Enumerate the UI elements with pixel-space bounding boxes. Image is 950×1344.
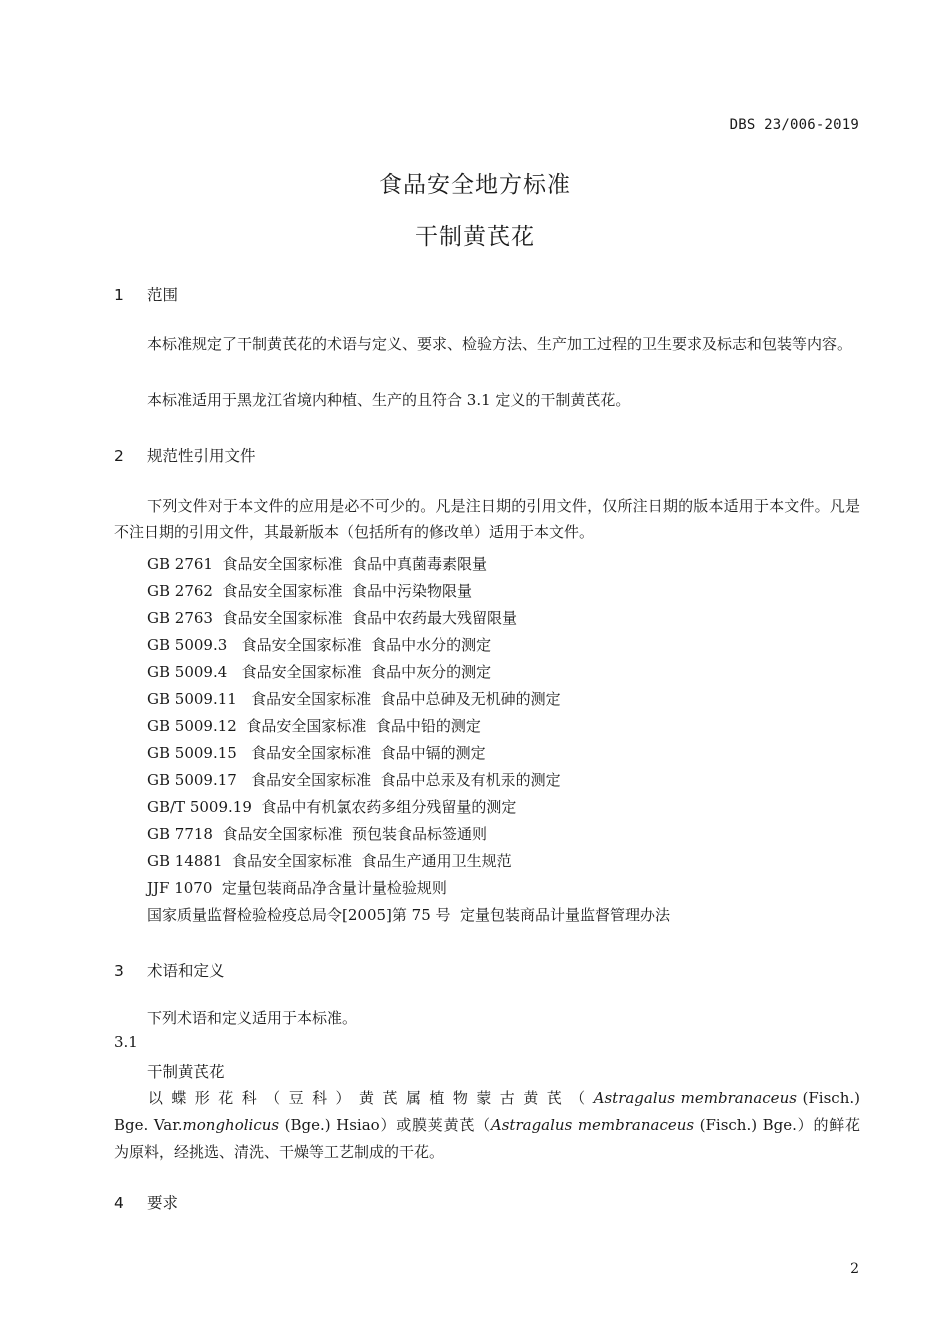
- subsection-number: 3.1: [114, 1033, 138, 1051]
- section-1-paragraph-2: [114, 387, 860, 413]
- term-name: 干制黄芪花: [147, 1063, 225, 1081]
- latin-name: mongholicus: [182, 1116, 280, 1134]
- reference-item: JJF 1070 定量包装商品净含量计量检验规则: [147, 879, 447, 897]
- reference-item: GB 5009.3 食品安全国家标准 食品中水分的测定: [147, 636, 492, 654]
- section-title: 规范性引用文件: [147, 447, 256, 465]
- reference-item: GB 2763 食品安全国家标准 食品中农药最大残留限量: [147, 609, 518, 627]
- reference-item: GB 5009.12 食品安全国家标准 食品中铅的测定: [147, 717, 481, 735]
- section-1-heading: [114, 283, 178, 305]
- latin-name: Astragalus membranaceus: [490, 1116, 695, 1134]
- section-4-heading: [114, 1191, 178, 1213]
- paragraph-text: 下列文件对于本文件的应用是必不可少的。凡是注日期的引用文件，仅所注日期的版本适用于本文件。凡是不注日期的引用文件，其最新版本（包括所有的修改单）适用于本文件。: [114, 497, 860, 541]
- reference-item: GB 7718 食品安全国家标准 预包装食品标签通则: [147, 825, 488, 843]
- section-3-heading: [114, 959, 225, 981]
- latin-name: Astragalus membranaceus: [593, 1089, 797, 1107]
- section-1-paragraph-1: [114, 331, 860, 357]
- reference-item: GB 5009.17 食品安全国家标准 食品中总汞及有机汞的测定: [147, 771, 561, 789]
- document-subtitle: 干制黄芪花: [415, 224, 535, 250]
- term-definition: [114, 1085, 860, 1166]
- section-title: 要求: [147, 1194, 179, 1212]
- document-title: 食品安全地方标准: [379, 172, 571, 198]
- section-title: 术语和定义: [147, 962, 225, 980]
- definition-text: 以蝶形花科（豆科）黄芪属植物蒙古黄芪（: [147, 1089, 594, 1107]
- definition-text: (Fisch.) Bge.）的鲜花为原料，经挑选、清洗、干燥等工艺制成的干花。: [114, 1116, 860, 1161]
- standard-code: DBS 23/006-2019: [729, 117, 859, 133]
- reference-item: GB 2761 食品安全国家标准 食品中真菌毒素限量: [147, 555, 488, 573]
- reference-item: 国家质量监督检验检疫总局令[2005]第 75 号 定量包装商品计量监督管理办法: [147, 906, 671, 924]
- reference-item: GB 5009.4 食品安全国家标准 食品中灰分的测定: [147, 663, 492, 681]
- reference-item: GB 5009.15 食品安全国家标准 食品中镉的测定: [147, 744, 486, 762]
- page-number: 2: [850, 1261, 859, 1277]
- section-number: 4: [114, 1194, 124, 1212]
- section-2-heading: [114, 444, 256, 466]
- paragraph-text: 本标准规定了干制黄芪花的术语与定义、要求、检验方法、生产加工过程的卫生要求及标志和包装等内容。: [147, 335, 853, 353]
- definition-text: Var.: [153, 1116, 183, 1134]
- section-3-intro: 下列术语和定义适用于本标准。: [147, 1009, 358, 1027]
- paragraph-text: 本标准适用于黑龙江省境内种植、生产的且符合 3.1 定义的干制黄芪花。: [147, 391, 631, 409]
- definition-text: (Bge.) Hsiao）或膜荚黄芪（: [279, 1116, 491, 1134]
- section-number: 3: [114, 962, 124, 980]
- reference-list: [147, 551, 670, 929]
- section-number: 2: [114, 447, 124, 465]
- reference-item: GB 2762 食品安全国家标准 食品中污染物限量: [147, 582, 473, 600]
- definition-text: (Fisch.) Bge.: [114, 1089, 860, 1134]
- section-title: 范围: [147, 286, 179, 304]
- reference-item: GB/T 5009.19 食品中有机氯农药多组分残留量的测定: [147, 798, 517, 816]
- section-2-intro: [114, 493, 860, 545]
- reference-item: GB 14881 食品安全国家标准 食品生产通用卫生规范: [147, 852, 512, 870]
- section-number: 1: [114, 286, 124, 304]
- reference-item: GB 5009.11 食品安全国家标准 食品中总砷及无机砷的测定: [147, 690, 561, 708]
